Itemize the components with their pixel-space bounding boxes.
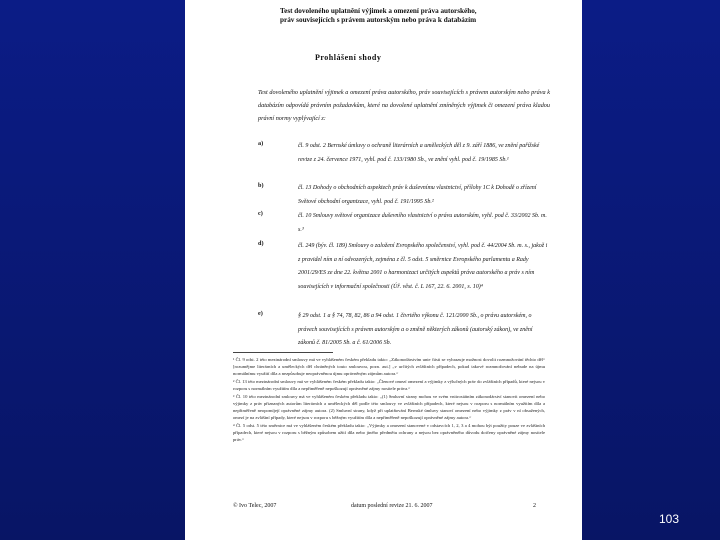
footnote: ² Čl. 13 této mezinárodní smlouvy má ve vyhlášeném českém překladu takto: „Členové omezí omezení a výjimky z výlučných práv do zvláštních případů, které nejsou v rozporu s normálním využitím díla a nepřiměřeně nepoškozují oprávněné zájmy nositele práva.“: [233, 379, 545, 391]
item-text: čl. 13 Dohody o obchodních aspektech práv k duševnímu vlastnictví, přílohy 1C k Dohodě o zřízení Světové obchodní organizace, vyhl. pod č. 191/1995 Sb.²: [298, 185, 537, 205]
item-letter: c): [258, 210, 263, 217]
item-text: § 29 odst. 1 a § 74, 78, 82, 86 a 94 odst. 1 čtvrtého výkonu č. 121/2000 Sb., o právu autorském, o právech souvisejících s právem autorským a o změně některých zákonů (autorský zákon), ve znění zákonů č. 81/2005 Sb. a č. 61/2006 Sb.: [298, 313, 533, 346]
slide-number: 103: [659, 512, 680, 526]
footnote: ³ Čl. 10 této mezinárodní smlouvy má ve vyhlášeném českém překladu takto: „(1) Smluvní strany mohou ve svém vnitrostátním zákonodárství stanovit omezení nebo výjimky z práv přiznaných autorům literárních a uměleckých děl podle této smlouvy ve zvláštních případech, které nejsou v rozporu s normálním využitím díla a nepřiměřeně neopomíjejí oprávněné zájmy autora. (2) Smluvní strany, když při uplatňování Bernské úmluvy stanoví omezení nebo výjimky z práv v ní obsažených, omezí je na zvláštní případy, které nejsou v rozporu s běžným využitím díla a nepřiměřeně nepoškozují oprávněné zájmy autora.“: [233, 394, 545, 420]
item-text: čl. 9 odst. 2 Bernské úmluvy o ochraně literárních a uměleckých děl z 9. září 1886, ve znění pařížské revize z 24. července 1971, vyhl. pod č. 133/1980 Sb., ve znění vyhl. pod č. 19/1985 Sb.¹: [298, 143, 540, 163]
footer-copyright: © Ivo Telec, 2007: [233, 503, 277, 509]
footer-page-number: 2: [533, 503, 536, 509]
document-title: [280, 7, 520, 25]
item-text: čl. 249 (býv. čl. 189) Smlouvy o založení Evropského společenství, vyhl. pod č. 44/2004 Sb. m. s., jakož i z pravidel ním a ní odvozených, zejména z čl. 5 odst. 5 směrnice Evropského parlamentu a Rady 2001/29/ES ze dne 22. května 2001 o harmonizaci určitých aspektů práva autorského a práv s ním souvisejících v informační společnosti (Úř. věst. č. L 167, 22. 6. 2001, s. 10)⁴: [298, 243, 548, 290]
item-letter: a): [258, 140, 264, 147]
item-letter: b): [258, 182, 264, 189]
footer-revision-date: datum poslední revize 21. 6. 2007: [351, 503, 433, 509]
item-text: čl. 10 Smlouvy světové organizace duševního vlastnictví o právu autorském, vyhl. pod č. 33/2002 Sb. m. s.³: [298, 213, 547, 233]
footnote: ⁴ Čl. 5 odst. 5 této směrnice má ve vyhlášeném českém překladu takto: „Výjimky a omezení stanovené v odstavcích 1, 2, 3 a 4 mohou být použity pouze ve zvláštních případech, které nejsou v rozporu s běžným způsobem užití díla nebo jiného předmětu ochrany a nejsou bez oprávněného důvodu dotčeny oprávněné zájmy nositele práv.“: [233, 423, 545, 442]
intro-paragraph: Test dovoleného uplatnění výjimek a omezení práva autorského, práv souvisejících s právem autorským nebo práva k databázím odpovídá právním požadavkům, které na dovolené uplatnění zmíněných výjimek či omezení práva kladou právní normy vyplývající z:: [258, 89, 550, 122]
title-line-1: Test dovoleného uplatnění výjimek a omezení práva autorského,: [280, 7, 477, 15]
footnote-divider: [233, 352, 333, 353]
item-letter: d): [258, 240, 264, 247]
document-page: [185, 0, 582, 540]
section-heading: Prohlášení shody: [315, 53, 382, 62]
footnote: ¹ Čl. 9 odst. 2 této mezinárodní smlouvy má ve vyhlášeném českém překladu takto: „Zákonodárstvím unie části se vyhrazuje možnost dovolit rozmnožování těchto děl“ [rozumějme literárních a uměleckých děl chráněných touto smlouvou, pozn. aut.] „v určitých zvláštních případech, pokud takové rozmnožování nebude na újmu normálnímu využití díla a nezpůsobuje neoprávněnou újmu oprávněným zájmům autora.“: [233, 357, 545, 376]
title-line-2: práv souvisejících s právem autorským nebo práva k databázím: [280, 16, 477, 24]
footnotes: [233, 356, 545, 444]
item-letter: e): [258, 310, 263, 317]
